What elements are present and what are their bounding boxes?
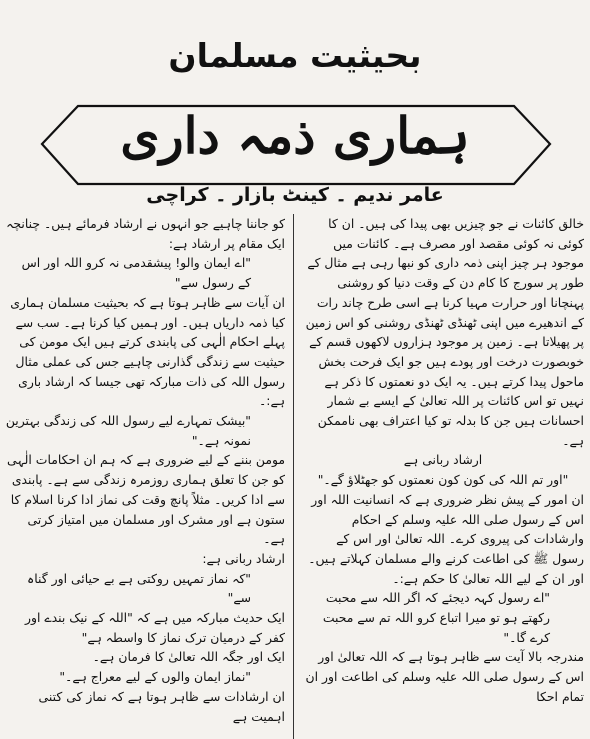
paragraph: ارشاد ربانی ہے bbox=[403, 452, 483, 468]
text-column-right bbox=[302, 214, 584, 739]
paragraph: ان آیات سے ظاہر ہوتا ہے کہ بحیثیت مسلمان ہماری کیا ذمہ داریاں ہیں۔ اور ہمیں کیا کرنا ہے۔ سب سے پہلے احکام الٰہی کی پابندی کرتے ہیں ایک مومن کی حیثیت سے زندگی گذارنی چاہیے جس کی عملی مثال رسول اللہ کی ذات مبارکہ تھی جیسا کہ ارشاد باری ہے:۔ bbox=[10, 294, 285, 409]
quote: "اے رسول کہہ دیجئے کہ اگر اللہ سے محبت رکھتے ہو تو میرا اتباع کرو اللہ تم سے محبت کرے گا۔" bbox=[322, 590, 550, 645]
quote: "نماز ایمان والوں کے لیے معراج ہے۔" bbox=[59, 669, 251, 685]
column-divider bbox=[293, 214, 294, 739]
quote: "کہ نماز تمہیں روکتی ہے بے حیائی اور گناہ سے" bbox=[27, 570, 251, 606]
paragraph: کو جاننا چاہیے جو انہوں نے ارشاد فرمائے ہیں۔ چنانچہ ایک مقام پر ارشاد ہے: bbox=[6, 216, 285, 251]
text-column-left bbox=[5, 214, 285, 739]
author-byline: عامر ندیم ۔ کینٹ بازار ۔ کراچی bbox=[146, 184, 444, 206]
paragraph: مومن بننے کے لیے ضروری ہے کہ ہم ان احکامات الٰہی کو جن کا تعلق ہماری روزمرہ زندگی سے ہے۔ پابندی سے ادا کریں۔ مثلاً پانچ وقت کی نماز ادا کرنا اسلام کا ستون ہے اور مشرک اور مسلمان میں امتیاز کرتی ہے۔ bbox=[7, 452, 285, 547]
quote: "بیشک تمہارے لیے رسول اللہ کی زندگی بہترین نمونہ ہے۔" bbox=[5, 413, 251, 448]
paragraph: مندرجہ بالا آیت سے ظاہر ہوتا ہے کہ اللہ تعالیٰ اور اس کے رسول صلی اللہ علیہ وسلم کی اطاعت اور ان تمام احکا bbox=[305, 649, 584, 704]
paragraph: ایک حدیث مبارکہ میں ہے کہ "اللہ کے نیک بندے اور کفر کے درمیان ترک نماز کا واسطہ ہے" bbox=[24, 610, 285, 645]
quote: "اور تم اللہ کی کون کون نعمتوں کو جھٹلاؤ گے۔" bbox=[317, 472, 569, 488]
paragraph: خالق کائنات نے جو چیزیں بھی پیدا کی ہیں۔ ان کا کوئی نہ کوئی مقصد اور مصرف ہے۔ کائنات میں موجود ہر چیز اپنی ذمہ داری کو نبھا رہی ہے مثال کے طور پر سورج کا کام دن کے وقت دنیا کو روشنی پہنچانا اور حرارت مہیا کرنا ہے اسی طرح چاند رات کے اندھیرے میں اپنی ٹھنڈی ٹھنڈی روشنی کو اس زمین پر پھیلاتا ہے۔ زمین پر موجود ہزاروں لاکھوں قسم کے خوبصورت درخت اور پودے ہیں جو ایک فرحت بخش ماحول پیدا کرتے ہیں۔ یہ ایک دو نعمتوں کا ذکر ہے نہیں تو اس کائنات پر اللہ تعالیٰ کے ایسے بے شمار احسانات ہیں جن کا بدلہ تو کیا اعتراف بھی ناممکن ہے۔ bbox=[305, 216, 584, 448]
paragraph: ان امور کے پیش نظر ضروری ہے کہ انسانیت اللہ اور اس کے رسول صلی اللہ علیہ وسلم کے احکام وارشادات کی پیروی کرے۔ اللہ تعالیٰ اور اس کے رسول ﷺ کی اطاعت کرنے والے مسلمان کہلاتے ہیں۔ اور ان کے لیے اللہ تعالیٰ کا حکم ہے:۔ bbox=[308, 491, 584, 586]
quote: "اے ایمان والو! پیشقدمی نہ کرو اللہ اور اس کے رسول سے" bbox=[21, 255, 251, 291]
paragraph: ارشاد ربانی ہے: bbox=[202, 550, 285, 566]
paragraph: ان ارشادات سے ظاہر ہوتا ہے کہ نماز کی کتنی اہمیت ہے bbox=[38, 688, 285, 724]
paragraph: ایک اور جگہ اللہ تعالیٰ کا فرمان ہے۔ bbox=[92, 649, 285, 665]
article-headline: ہماری ذمہ داری bbox=[120, 106, 470, 165]
article-kicker: بحیثیت مسلمان bbox=[168, 36, 422, 75]
